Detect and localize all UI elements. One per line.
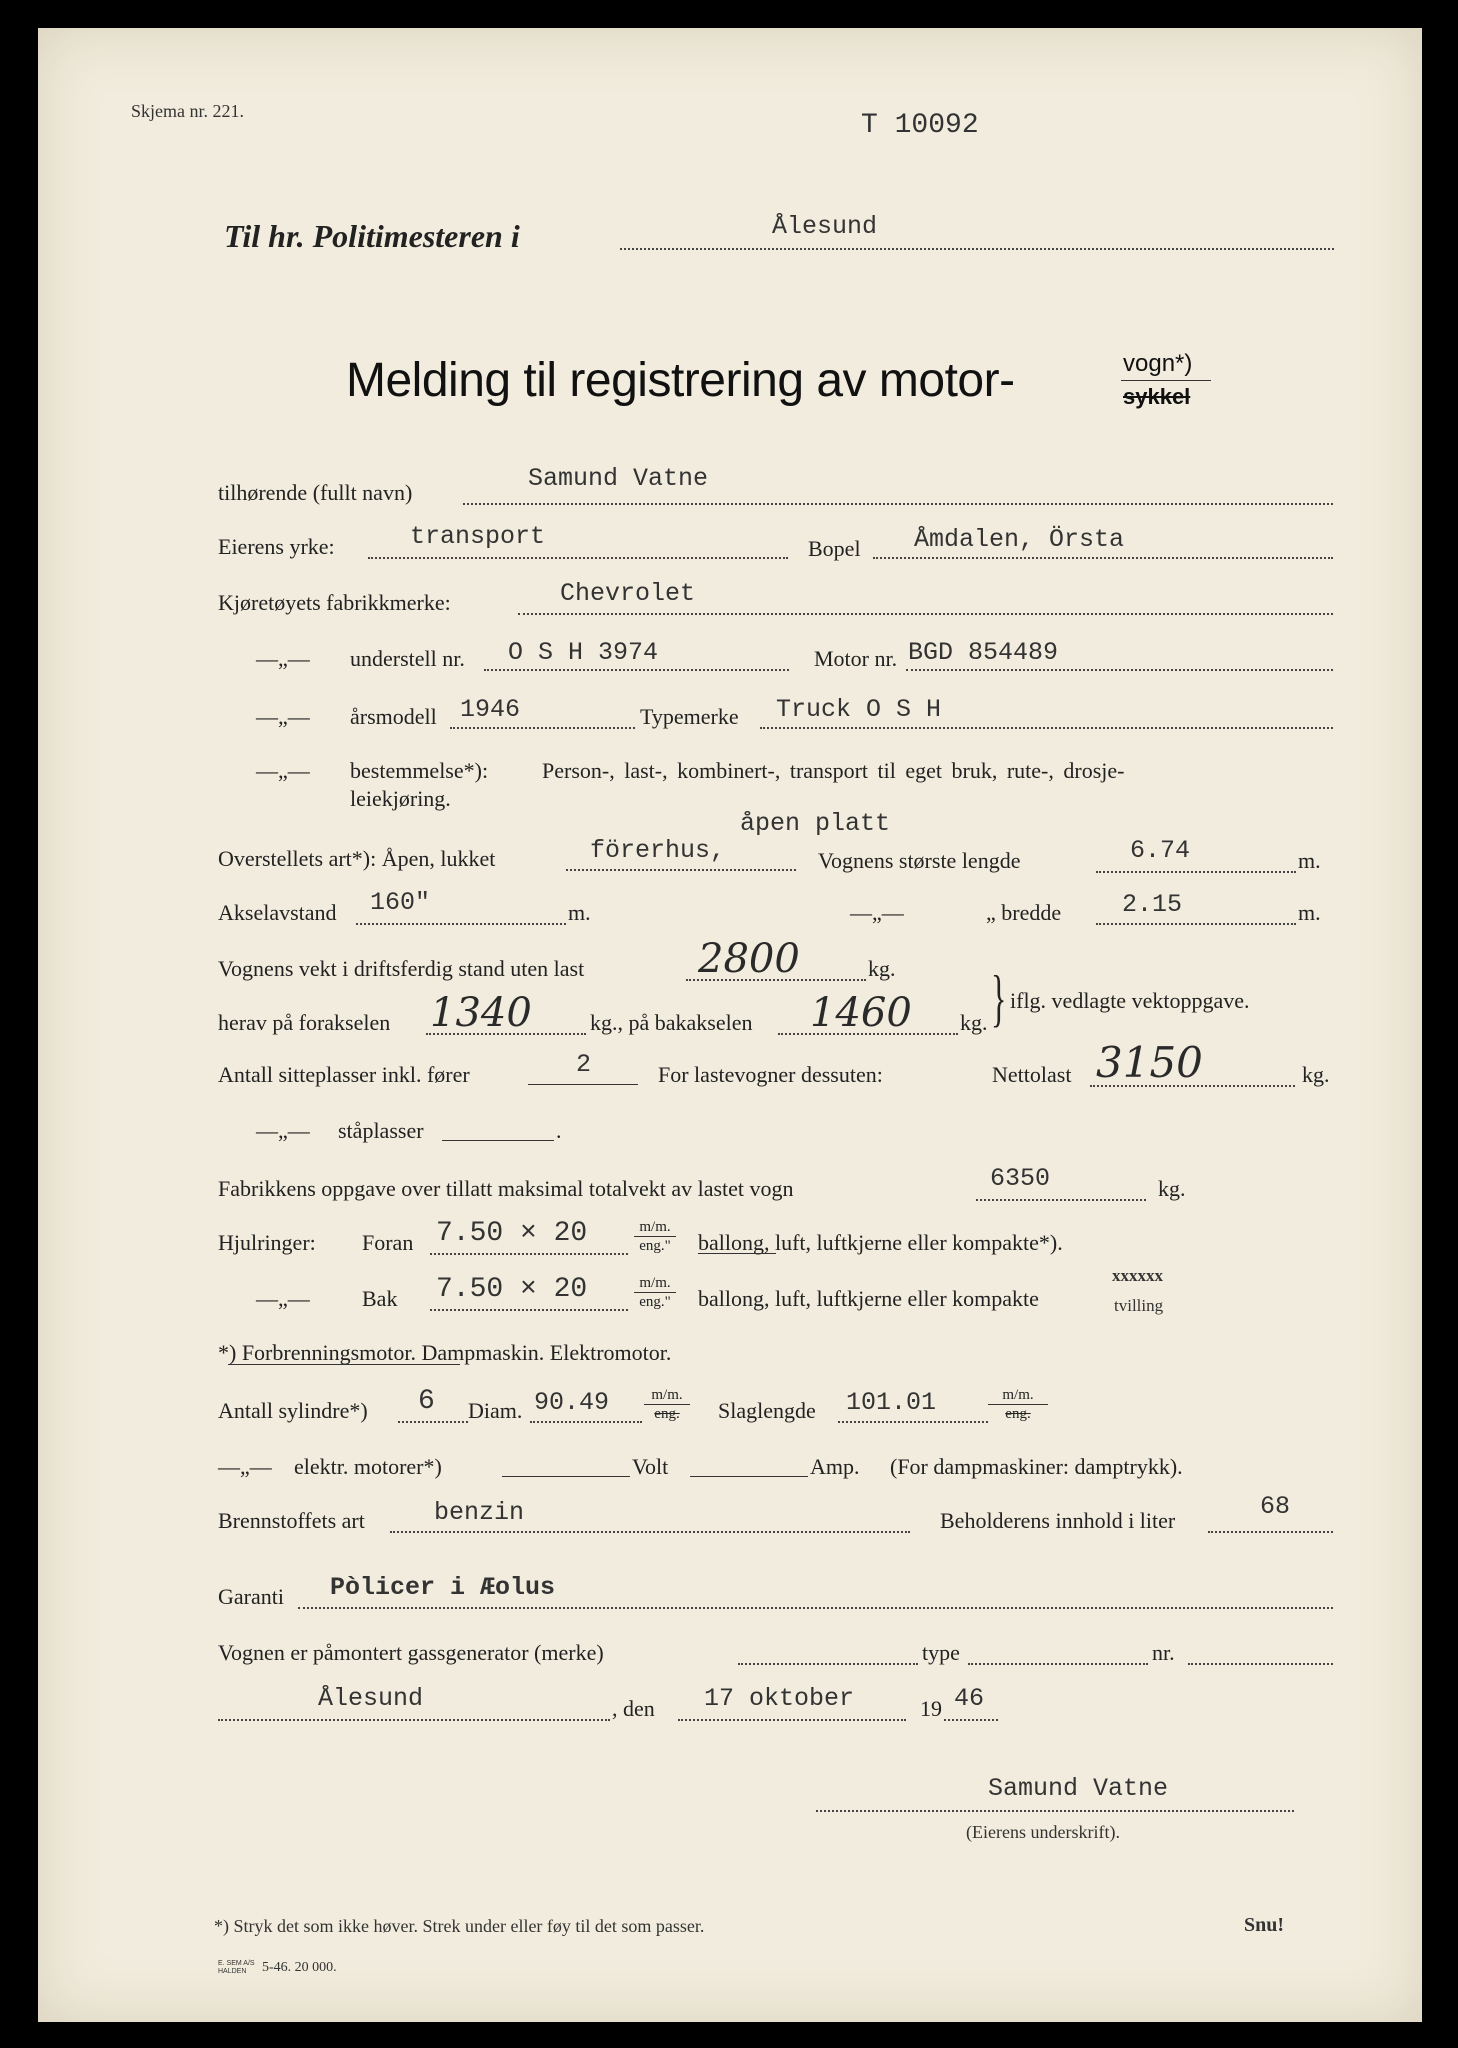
gas-type-line	[968, 1663, 1148, 1665]
volt-label: Volt	[632, 1454, 669, 1479]
chassis-value: O S H 3974	[508, 638, 659, 667]
model-year-line	[450, 727, 635, 729]
signature-caption: (Eierens underskrift).	[966, 1822, 1120, 1842]
width-value: 2.15	[1122, 890, 1183, 919]
title-option-cycle: sykkel	[1123, 384, 1191, 409]
wheels-rear-line	[430, 1309, 628, 1311]
gas-number-line	[1188, 1663, 1333, 1665]
recipient-label: Til hr. Politimesteren i	[224, 218, 520, 254]
owner-name-value: Samund Vatne	[528, 464, 709, 493]
form-sheet	[38, 28, 1422, 2022]
print-info: 5-46. 20 000.	[262, 1960, 337, 1975]
gas-generator-line	[738, 1663, 918, 1665]
length-label: Vognens største lengde	[818, 848, 1021, 873]
body-type-label: Overstellets art*): Åpen, lukket	[218, 846, 496, 871]
rear-axle-label: kg., på bakakselen	[590, 1010, 753, 1035]
year-line	[944, 1719, 998, 1721]
make-line	[518, 613, 1333, 615]
unit-bottom: eng.	[654, 1406, 680, 1422]
occupation-value: transport	[410, 522, 546, 551]
recipient-line	[620, 248, 1334, 250]
ditto-mark: —„—	[256, 1286, 310, 1311]
cylinders-label: Antall sylindre*)	[218, 1398, 368, 1423]
tank-line	[1208, 1531, 1333, 1533]
max-weight-line	[976, 1199, 1146, 1201]
footer-note: *) Stryk det som ikke høver. Strek under eller føy til det som passer.	[214, 1916, 705, 1936]
type-value: Truck O S H	[776, 695, 942, 724]
volt-line	[690, 1476, 808, 1477]
seats-value: 2	[576, 1050, 592, 1079]
wheels-front-types: ballong, luft, luftkjerne eller kompakte*).	[698, 1230, 1063, 1255]
form-number: Skjema nr. 221.	[131, 101, 244, 121]
occupation-line	[368, 557, 788, 559]
seats-line	[528, 1084, 638, 1085]
amp-label: Amp.	[810, 1454, 860, 1479]
type-label: Typemerke	[640, 704, 739, 729]
ditto-mark: —„—	[256, 1118, 310, 1143]
title-fraction-line	[1121, 380, 1211, 381]
weight-note: iflg. vedlagte vektoppgave.	[1010, 988, 1250, 1013]
printer-mark: E. SEM A/S HALDEN	[218, 1960, 255, 1975]
stroke-unit	[988, 1386, 1048, 1423]
chassis-line	[484, 669, 789, 671]
rear-axle-unit: kg.	[960, 1010, 988, 1035]
steam-label: (For dampmaskiner: damptrykk).	[890, 1454, 1183, 1479]
rear-suffix-struck: xxxxxx	[1112, 1266, 1163, 1285]
tank-value: 68	[1260, 1492, 1291, 1521]
unit-top: m/m.	[634, 1218, 676, 1237]
form-title: Melding til registrering av motor-	[346, 354, 1015, 407]
unit-top: m/m.	[634, 1274, 676, 1293]
wheels-rear-types: ballong, luft, luftkjerne eller kompakte	[698, 1286, 1039, 1311]
guarantee-line	[298, 1607, 1333, 1609]
max-weight-unit: kg.	[1158, 1176, 1186, 1201]
purpose-options-continued: leiekjøring.	[350, 786, 451, 811]
owner-name-label: tilhørende (fullt navn)	[218, 480, 413, 505]
fuel-label: Brennstoffets art	[218, 1508, 365, 1533]
type-line	[760, 727, 1333, 729]
front-axle-value: 1340	[430, 990, 532, 1036]
body-type-line	[566, 869, 796, 871]
width-label: „ bredde	[986, 900, 1062, 925]
date-line	[678, 1719, 906, 1721]
place-value: Ålesund	[318, 1684, 424, 1713]
wheels-rear-label: Bak	[362, 1286, 398, 1311]
model-year-label: årsmodell	[350, 704, 437, 729]
gas-type-label: type	[922, 1640, 960, 1665]
unit-bottom: eng.	[1005, 1406, 1031, 1422]
wheels-front-label: Foran	[362, 1230, 414, 1255]
weight-unit: kg.	[868, 956, 896, 981]
signer-value: Samund Vatne	[988, 1774, 1169, 1803]
electric-motors-label: elektr. motorer*)	[294, 1454, 442, 1479]
occupation-label: Eierens yrke:	[218, 534, 335, 559]
gas-number-label: nr.	[1152, 1640, 1175, 1665]
diameter-unit	[644, 1386, 690, 1423]
unit-bottom: eng."	[639, 1238, 671, 1254]
rear-suffix-twin: tvilling	[1114, 1296, 1164, 1315]
wheels-rear-unit	[634, 1274, 676, 1311]
front-axle-label: herav på forakselen	[218, 1010, 391, 1035]
ditto-mark: —„—	[256, 758, 310, 783]
diameter-line	[530, 1421, 642, 1423]
stroke-line	[838, 1421, 988, 1423]
signature-line	[816, 1810, 1294, 1812]
cylinders-line	[398, 1421, 468, 1423]
stroke-label: Slaglengde	[718, 1398, 816, 1423]
diameter-value: 90.49	[534, 1388, 610, 1417]
unit-bottom: eng."	[639, 1294, 671, 1310]
year-value: 46	[954, 1684, 985, 1713]
payload-label: Nettolast	[992, 1062, 1072, 1087]
motor-label: Motor nr.	[814, 646, 898, 671]
purpose-label: bestemmelse*):	[350, 758, 489, 783]
length-unit: m.	[1298, 848, 1321, 873]
make-value: Chevrolet	[560, 579, 696, 608]
owner-name-line	[463, 503, 1333, 505]
unit-top: m/m.	[988, 1386, 1048, 1405]
chassis-label: understell nr.	[350, 646, 465, 671]
wheelbase-line	[356, 923, 566, 925]
residence-line	[873, 557, 1333, 559]
ditto-mark: —„—	[256, 646, 310, 671]
wheels-rear-value: 7.50 × 20	[436, 1274, 588, 1305]
standing-period: .	[556, 1118, 562, 1143]
combustion-underline	[228, 1364, 460, 1365]
wheelbase-label: Akselavstand	[218, 900, 337, 925]
wheelbase-unit: m.	[568, 900, 591, 925]
turn-over-note: Snu!	[1244, 1914, 1285, 1936]
body-type-added: åpen platt	[740, 809, 891, 838]
ditto-mark: —„—	[218, 1454, 272, 1479]
reference-number: T 10092	[861, 110, 979, 141]
year-prefix: 19	[920, 1696, 942, 1721]
residence-value: Åmdalen, Örsta	[914, 525, 1125, 554]
unit-top: m/m.	[644, 1386, 690, 1405]
wheels-front-line	[430, 1253, 628, 1255]
width-line	[1096, 923, 1296, 925]
recipient-value: Ålesund	[772, 212, 878, 241]
title-option-vehicle: vogn*)	[1123, 350, 1193, 377]
stroke-value: 101.01	[846, 1388, 937, 1417]
seats-label: Antall sitteplasser inkl. fører	[218, 1062, 470, 1087]
max-weight-value: 6350	[990, 1164, 1051, 1193]
rear-axle-value: 1460	[810, 990, 912, 1036]
fuel-value: benzin	[434, 1498, 525, 1527]
electric-motors-line	[502, 1476, 630, 1477]
payload-value: 3150	[1096, 1038, 1203, 1087]
make-label: Kjøretøyets fabrikkmerke:	[218, 590, 451, 615]
gas-generator-label: Vognen er påmontert gassgenerator (merke)	[218, 1640, 604, 1665]
weight-brace: }	[991, 962, 1007, 1033]
truck-label: For lastevogner dessuten:	[658, 1062, 883, 1087]
motor-line	[906, 669, 1333, 671]
purpose-options: Person-, last-, kombinert-, transport til eget bruk, rute-, drosje-	[542, 758, 1125, 783]
place-line	[218, 1719, 610, 1721]
guarantee-label: Garanti	[218, 1584, 284, 1609]
standing-label: ståplasser	[338, 1118, 424, 1143]
ditto-mark: —„—	[850, 900, 904, 925]
fuel-line	[390, 1531, 910, 1533]
wheelbase-value: 160"	[370, 888, 431, 917]
wheels-front-value: 7.50 × 20	[436, 1218, 588, 1249]
date-label: , den	[612, 1696, 655, 1721]
standing-line	[442, 1140, 554, 1141]
motor-value: BGD 854489	[908, 638, 1059, 667]
weight-value: 2800	[698, 936, 800, 982]
cylinders-value: 6	[418, 1386, 435, 1417]
wheels-front-unit	[634, 1218, 676, 1255]
date-value: 17 oktober	[704, 1684, 855, 1713]
length-line	[1096, 871, 1296, 873]
diameter-label: Diam.	[468, 1398, 523, 1423]
ditto-mark: —„—	[256, 704, 310, 729]
width-unit: m.	[1298, 900, 1321, 925]
length-value: 6.74	[1130, 836, 1191, 865]
engine-kinds: *) Forbrenningsmotor. Dampmaskin. Elektromotor.	[218, 1340, 672, 1365]
tank-label: Beholderens innhold i liter	[940, 1508, 1176, 1533]
payload-unit: kg.	[1302, 1062, 1330, 1087]
model-year-value: 1946	[460, 695, 521, 724]
guarantee-value: Pòlicer i Æolus	[330, 1573, 556, 1602]
max-weight-label: Fabrikkens oppgave over tillatt maksimal totalvekt av lastet vogn	[218, 1176, 794, 1201]
balloon-underline	[698, 1253, 776, 1254]
wheels-label: Hjulringer:	[218, 1230, 316, 1255]
body-type-value: förerhus,	[590, 836, 726, 865]
weight-label: Vognens vekt i driftsferdig stand uten last	[218, 956, 585, 981]
residence-label: Bopel	[808, 536, 861, 561]
